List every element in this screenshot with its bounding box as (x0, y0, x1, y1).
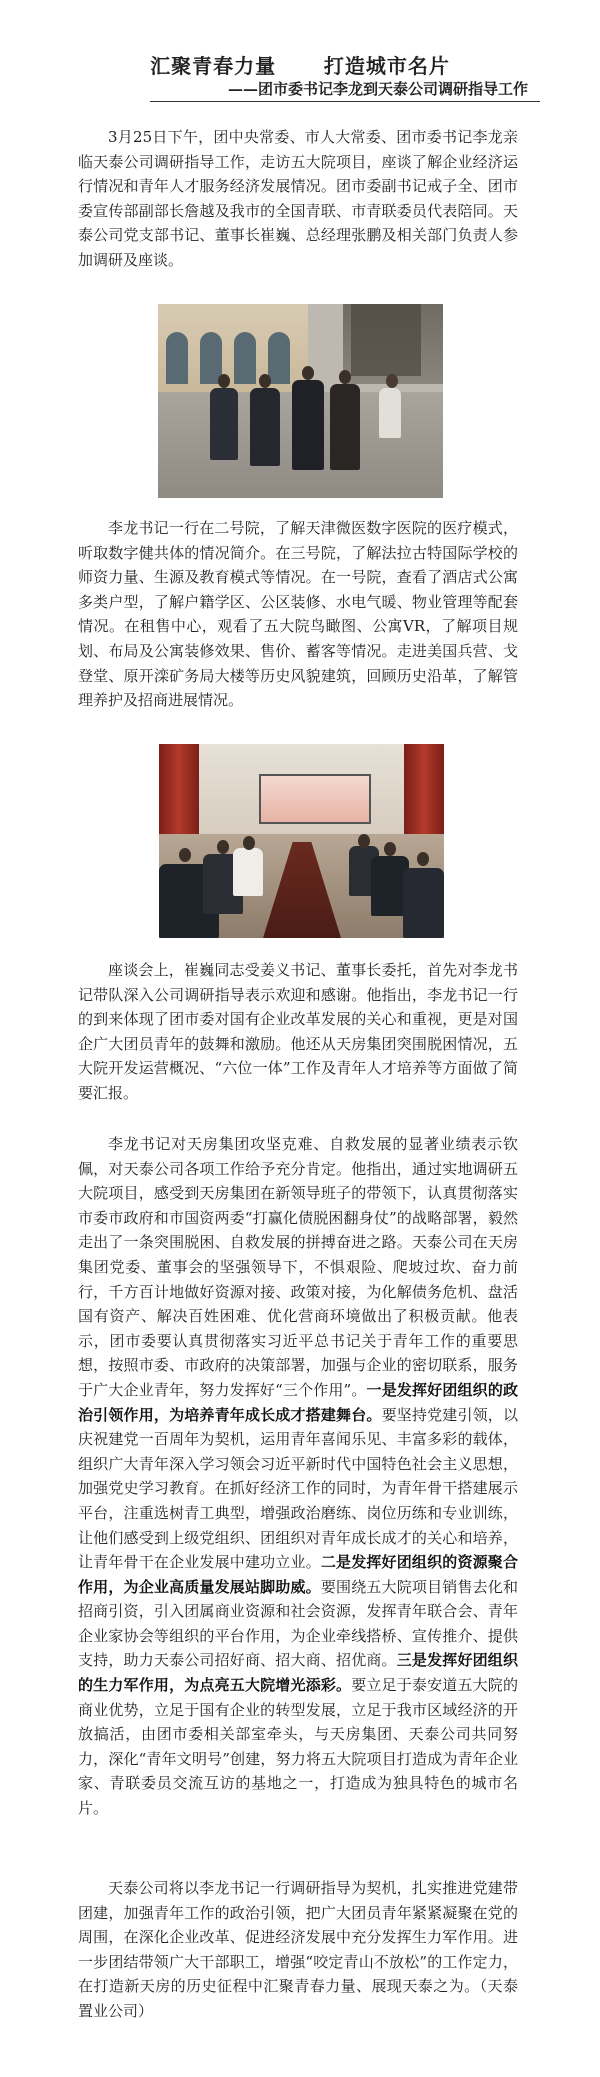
photo-meeting (159, 744, 444, 938)
remarks-text-4: 要立足于泰安道五大院的商业优势，立足于国有企业的转型发展，立足于我市区域经济的开放搞活，由团市委相关部室牵头，与天房集团、天泰公司共同努力，深化“青年文明号”创建，努力将五大院项目打造成为青年企业家、青联委员交流互访的基地之一，打造成为独具特色的城市名片。 (78, 1676, 518, 1818)
paragraph-intro: 3月25日下午，团中央常委、市人大常委、团市委书记李龙亲临天泰公司调研指导工作，走访五大院项目，座谈了解企业经济运行情况和青年人才服务经济发展情况。团市委副书记戒子全、团市委宣传部副部长詹越及我市的全国青联、市青联委员代表陪同。天泰公司党支部书记、董事长崔巍、总经理张鹏及相关部门负责人参加调研及座谈。 (78, 128, 518, 269)
remarks-text-2: 要坚持党建引领，以庆祝建党一百周年为契机，运用青年喜闻乐见、丰富多彩的载体，组织广大青年深入学习领会习近平新时代中国特色社会主义思想，加强党史学习教育。在抓好经济工作的同时，为青年骨干搭建展示平台，注重选树青工典型，增强政治磨练、岗位历练和专业训练，让他们感受到上级党组织、团组织对青年成长成才的关心和培养，让青年骨干在企业发展中建功立业。 (78, 1405, 518, 1572)
remarks-text-3: 要围绕五大院项目销售去化和招商引资，引入团属商业资源和社会资源，发挥青年联合会、青年企业家协会等组织的平台作用，为企业牵线搭桥、宣传推介、提供支持，助力天泰公司招好商、招大商、招优商。 (78, 1577, 518, 1670)
remarks-point-2: 二是发挥好团组织的资源聚合作用，为企业高质量发展站脚助威。 (78, 1553, 518, 1596)
paragraph-remarks (78, 1132, 518, 1821)
subtitle-rule (150, 101, 540, 102)
article-title: 汇聚青春力量 打造城市名片 (150, 54, 450, 78)
article-subtitle: ——团市委书记李龙到天泰公司调研指导工作 (227, 80, 528, 98)
paragraph-tour: 李龙书记一行在二号院，了解天津微医数字医院的医疗模式，听取数字健共体的情况简介。在三号院，了解法拉古特国际学校的师资力量、生源及教育模式等情况。在一号院，查看了酒店式公寓多类户型，了解户籍学区、公区装修、水电气暖、物业管理等配套情况。在租售中心，观看了五大院鸟瞰图、公寓VR，了解项目规划、布局及公寓装修效果、售价、蓄客等情况。走进美国兵营、戈登堂、原开滦矿务局大楼等历史风貌建筑，回顾历史沿革，了解管理养护及招商进展情况。 (78, 519, 518, 710)
paragraph-closing: 天泰公司将以李龙书记一行调研指导为契机，扎实推进党建带团建，加强青年工作的政治引领，把广大团员青年紧紧凝聚在党的周围，在深化企业改革、促进经济发展中充分发挥生力军作用。进一步团结带领广大干部职工，增强“咬定青山不放松”的工作定力，在打造新天房的历史征程中汇聚青春力量、展现天泰之为。（天泰置业公司） (78, 1879, 518, 2020)
remarks-text-1: 李龙书记对天房集团攻坚克难、自救发展的显著业绩表示钦佩，对天泰公司各项工作给予充分肯定。他指出，通过实地调研五大院项目，感受到天房集团在新领导班子的带领下，认真贯彻落实市委市政府和市国资两委“打赢化债脱困翻身仗”的战略部署，毅然走出了一条突围脱困、自救发展的拼搏奋进之路。天泰公司在天房集团党委、董事会的坚强领导下，不惧艰险、爬坡过坎、奋力前行，千方百计地做好资源对接、政策对接，为化解债务危机、盘活国有资产、解决百姓困难、优化营商环境做出了积极贡献。他表示，团市委要认真贯彻落实习近平总书记关于青年工作的重要思想，按照市委、市政府的决策部署，加强与企业的密切联系，服务于广大企业青年，努力发挥好“三个作用”。 (78, 1135, 518, 1399)
remarks-point-1: 一是发挥好团组织的政治引领作用，为培养青年成长成才搭建舞台。 (78, 1380, 518, 1424)
photo-site-visit (158, 304, 443, 498)
remarks-point-3: 三是发挥好团组织的生力军作用，为点亮五大院增光添彩。 (78, 1651, 518, 1695)
paragraph-meeting: 座谈会上，崔巍同志受姜义书记、董事长委托，首先对李龙书记带队深入公司调研指导表示欢迎和感谢。他指出，李龙书记一行的到来体现了团市委对国有企业改革发展的关心和重视，更是对国企广大团员青年的鼓舞和激励。他还从天房集团突围脱困情况，五大院开发运营概况、“六位一体”工作及青年人才培养等方面做了简要汇报。 (78, 961, 518, 1102)
